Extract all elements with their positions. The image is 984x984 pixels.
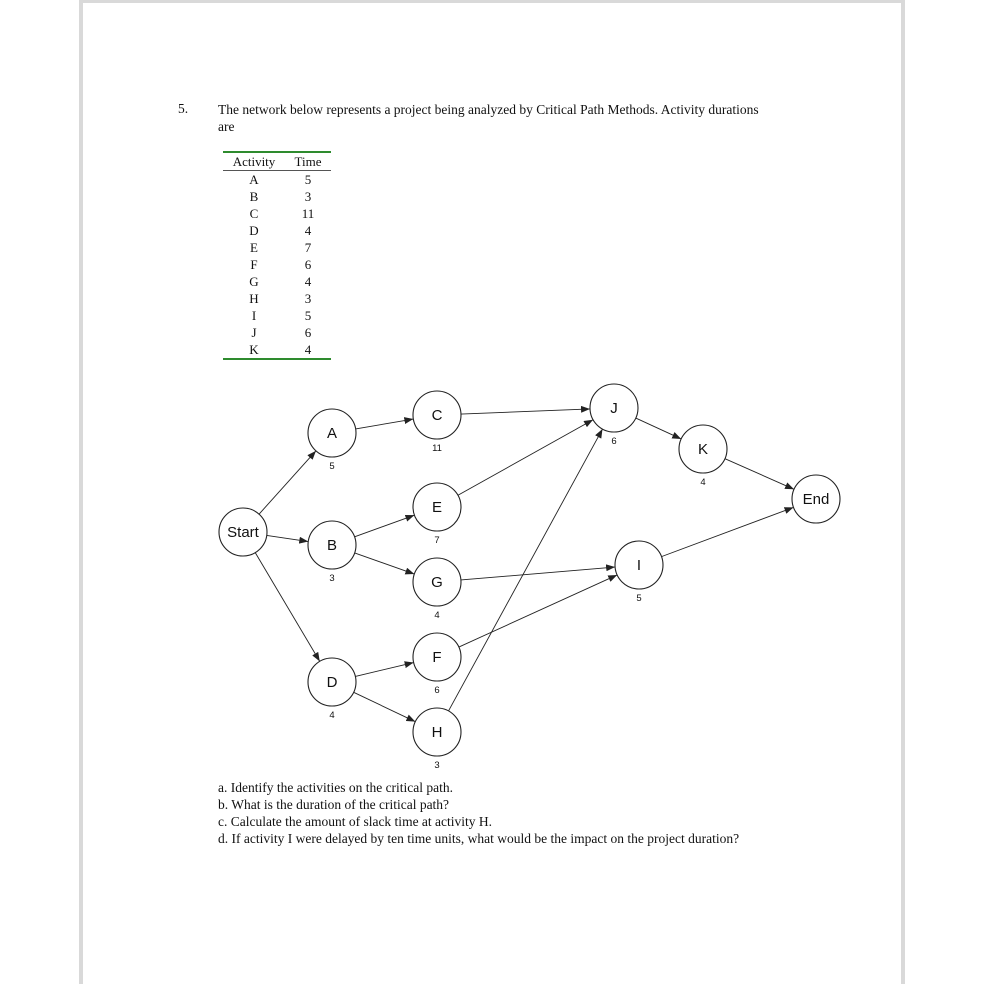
node-label: G <box>431 574 443 591</box>
node-label: B <box>326 537 338 554</box>
node-label: K <box>697 441 709 458</box>
node-label: E <box>431 499 443 516</box>
node-label: H <box>431 724 443 741</box>
activity-cell: K <box>249 342 259 357</box>
node-c <box>413 391 461 454</box>
edge-k-end <box>725 459 794 490</box>
question-number: 5. <box>178 101 189 116</box>
question-a: a. Identify the activities on the critical path. <box>218 780 454 795</box>
time-cell: 4 <box>304 274 312 289</box>
header-time: Time <box>294 154 322 169</box>
time-cell: 4 <box>304 223 312 238</box>
activity-cell: F <box>250 257 258 272</box>
edge-j-k <box>636 418 681 439</box>
time-cell: 4 <box>304 342 312 357</box>
node-g <box>413 558 461 621</box>
time-cell: 7 <box>304 240 312 255</box>
edge-i-end <box>661 507 793 556</box>
activity-cell: D <box>249 223 259 238</box>
edge-a-c <box>356 419 414 429</box>
time-cell: 6 <box>304 325 312 340</box>
node-label: I <box>636 557 642 574</box>
time-cell: 3 <box>304 291 312 306</box>
question-c: c. Calculate the amount of slack time at activity H. <box>218 814 493 829</box>
node-label: A <box>326 425 338 442</box>
edge-start-d <box>255 553 320 662</box>
activity-cell: I <box>251 308 257 323</box>
edge-b-g <box>355 553 415 574</box>
node-label: J <box>610 400 618 417</box>
activity-cell: H <box>249 291 259 306</box>
node-duration: 6 <box>611 436 617 447</box>
node-label: Start <box>227 524 259 541</box>
time-cell: 5 <box>304 172 312 187</box>
edge-start-b <box>267 535 309 541</box>
edge-d-f <box>355 663 413 677</box>
node-h <box>413 708 461 771</box>
node-duration: 3 <box>329 573 335 584</box>
node-b <box>308 521 356 584</box>
node-label: D <box>326 674 338 691</box>
activity-cell: C <box>249 206 259 221</box>
node-duration: 5 <box>329 461 335 472</box>
node-duration: 11 <box>432 443 442 454</box>
node-duration: 4 <box>700 477 706 488</box>
question-list <box>218 779 739 847</box>
header-activity: Activity <box>232 154 276 169</box>
node-label: C <box>431 407 443 424</box>
time-cell: 3 <box>304 189 312 204</box>
time-cell: 11 <box>301 206 315 221</box>
node-j <box>590 384 638 447</box>
edge-d-h <box>354 692 416 721</box>
question-d: d. If activity I were delayed by ten time units, what would be the impact on the project duration? <box>218 831 740 846</box>
node-start <box>219 508 267 556</box>
node-duration: 5 <box>636 593 642 604</box>
edge-f-i <box>459 575 617 647</box>
node-i <box>615 541 663 604</box>
question-b: b. What is the duration of the critical path? <box>218 797 450 812</box>
node-label: F <box>432 649 442 666</box>
edge-c-j <box>461 409 590 414</box>
node-d <box>308 658 356 721</box>
node-e <box>413 483 461 546</box>
node-end <box>792 475 840 523</box>
node-a <box>308 409 356 472</box>
edge-start-a <box>259 451 316 514</box>
node-f <box>413 633 461 696</box>
edge-b-e <box>355 515 415 537</box>
node-duration: 6 <box>434 685 440 696</box>
node-k <box>679 425 727 488</box>
activity-cell: G <box>249 274 259 289</box>
activity-cell: J <box>251 325 257 340</box>
activity-cell: A <box>249 172 259 187</box>
time-cell: 6 <box>304 257 312 272</box>
activity-cell: E <box>250 240 258 255</box>
activity-cell: B <box>249 189 259 204</box>
node-duration: 7 <box>434 535 440 546</box>
node-label: End <box>802 491 830 508</box>
time-cell: 5 <box>304 308 312 323</box>
edge-g-i <box>461 567 615 580</box>
node-duration: 3 <box>434 760 440 771</box>
question-text: The network below represents a project being analyzed by Critical Path Methods. Activity durations are <box>218 102 759 134</box>
node-duration: 4 <box>329 710 335 721</box>
node-duration: 4 <box>434 610 440 621</box>
